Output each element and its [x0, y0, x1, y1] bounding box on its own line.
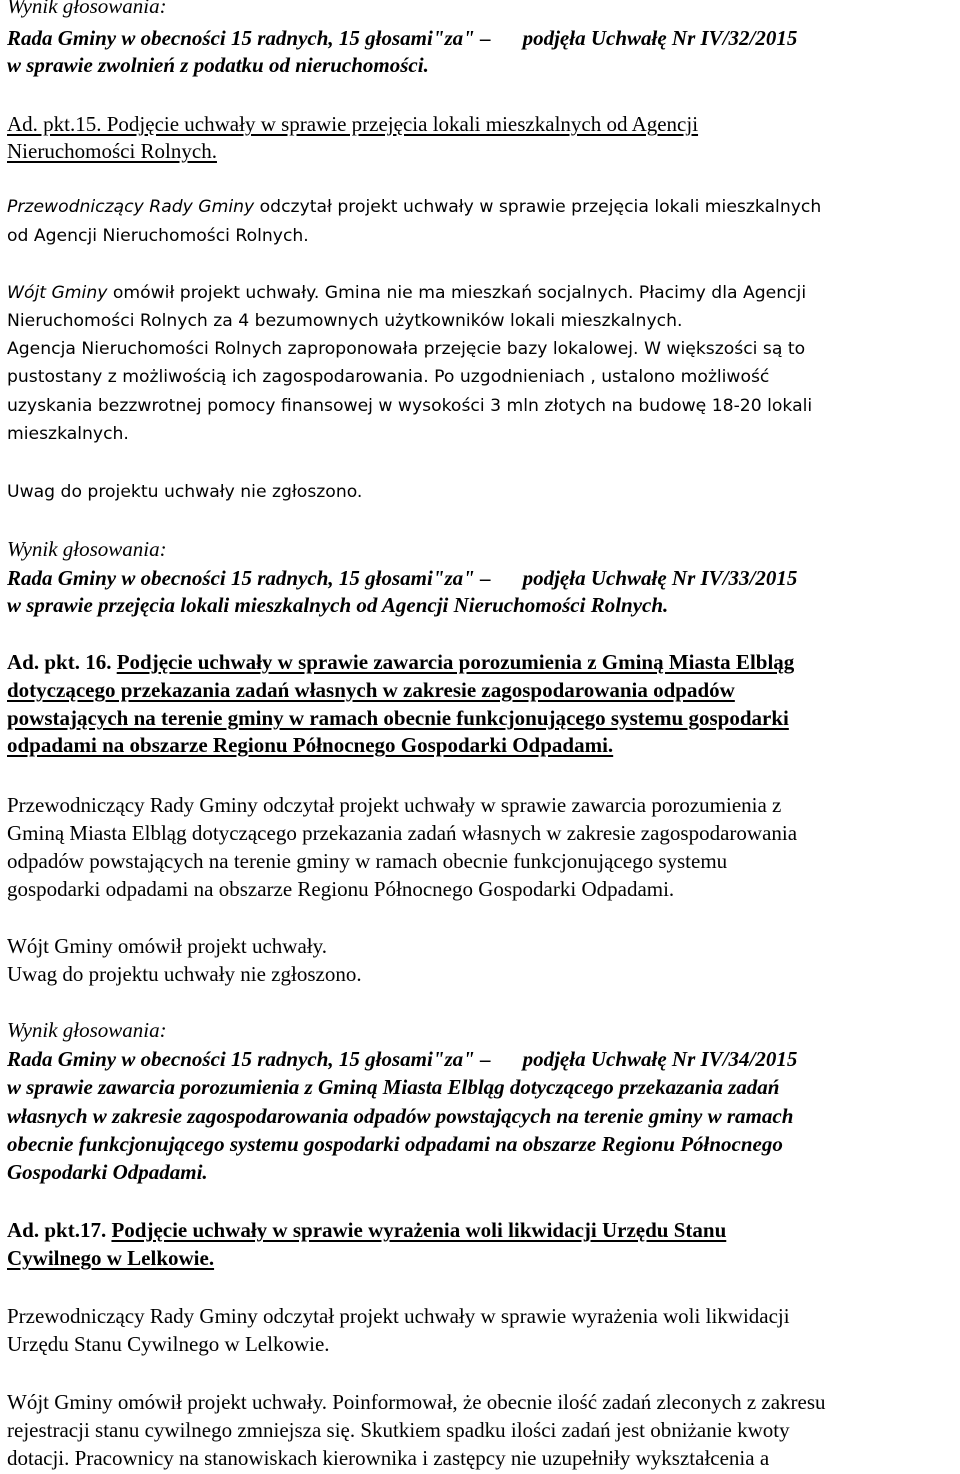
vote-statement	[7, 26, 797, 51]
chairman-text: odczytał projekt uchwały w sprawie zawarcia porozumienia z	[257, 793, 782, 817]
chairman-paragraph-line: odpadów powstających na terenie gminy w ramach obecnie funkcjonującego systemu	[7, 849, 728, 873]
mayor-paragraph-line: rejestracji stanu cywilnego zmniejsza się. Skutkiem spadku ilości zadań jest obniżanie kwoty	[7, 1418, 790, 1442]
mayor-role: Wójt Gminy	[7, 1390, 113, 1414]
agenda-item-16-heading-cont: powstających na terenie gminy w ramach obecnie funkcjonującego systemu gospodarki	[7, 706, 789, 730]
mayor-paragraph-line: uzyskania bezzwrotnej pomocy finansowej w wysokości 3 mln złotych na budowę 18-20 lokali	[7, 396, 813, 416]
agenda-item-17-heading-cont: Cywilnego w Lelkowie.	[7, 1246, 215, 1270]
mayor-paragraph	[7, 1390, 826, 1415]
chairman-paragraph	[7, 1304, 790, 1329]
agenda-item-16-heading	[7, 650, 794, 675]
chairman-role: Przewodniczący Rady Gminy	[7, 197, 255, 217]
agenda-item-title: Podjęcie uchwały w sprawie zawarcia porozumienia z Gminą Miasta Elbląg	[116, 650, 795, 674]
mayor-paragraph-line: pustostany z możliwością ich zagospodarowania. Po uzgodnieniach , ustalono możliwość	[7, 367, 770, 387]
no-remarks-note: Uwag do projektu uchwały nie zgłoszono.	[7, 962, 362, 986]
mayor-paragraph	[7, 283, 806, 303]
agenda-item-number: Ad. pkt.17.	[7, 1218, 112, 1242]
chairman-paragraph-line: gospodarki odpadami na obszarze Regionu Północnego Gospodarki Odpadami.	[7, 877, 675, 901]
vote-statement-part-a: Rada Gminy w obecności 15 radnych, 15 głosami"za" –	[7, 566, 491, 590]
mayor-paragraph-line: mieszkalnych.	[7, 424, 129, 444]
vote-statement	[7, 566, 797, 591]
mayor-text: omówił projekt uchwały. Gmina nie ma mieszkań socjalnych. Płacimy dla Agencji	[107, 283, 807, 303]
no-remarks-note: Uwag do projektu uchwały nie zgłoszono.	[7, 482, 363, 502]
vote-statement-part-b: podjęła Uchwałę Nr IV/34/2015	[522, 1047, 798, 1071]
mayor-paragraph-line: Nieruchomości Rolnych za 4 bezumownych użytkowników lokali mieszkalnych.	[7, 311, 683, 331]
chairman-text: odczytał projekt uchwały w sprawie przejęcia lokali mieszkalnych	[254, 197, 822, 217]
agenda-item-title: Podjęcie uchwały w sprawie wyrażenia woli likwidacji Urzędu Stanu	[111, 1218, 727, 1242]
mayor-paragraph	[7, 934, 327, 959]
vote-statement-part-a: Rada Gminy w obecności 15 radnych, 15 głosami"za" –	[7, 26, 491, 50]
mayor-text: omówił projekt uchwały.	[112, 934, 328, 958]
vote-subject: w sprawie zwolnień z podatku od nieruchomości.	[7, 53, 429, 77]
agenda-item-16-heading-cont: dotyczącego przekazania zadań własnych w zakresie zagospodarowania odpadów	[7, 678, 735, 702]
chairman-paragraph	[7, 197, 821, 217]
vote-result-label: Wynik głosowania:	[7, 0, 167, 18]
vote-subject: w sprawie zawarcia porozumienia z Gminą Miasta Elbląg dotyczącego przekazania zadań	[7, 1075, 780, 1099]
vote-subject-line: obecnie funkcjonującego systemu gospodarki odpadami na obszarze Regionu Północnego	[7, 1132, 783, 1156]
mayor-text: omówił projekt uchwały. Poinformował, że obecnie ilość zadań zleconych z zakresu	[112, 1390, 826, 1414]
vote-subject-line: własnych w zakresie zagospodarowania odpadów powstających na terenie gminy w ramach	[7, 1104, 794, 1128]
vote-subject: w sprawie przejęcia lokali mieszkalnych od Agencji Nieruchomości Rolnych.	[7, 593, 669, 617]
chairman-paragraph-line: Urzędu Stanu Cywilnego w Lelkowie.	[7, 1332, 330, 1356]
vote-statement-part-b: podjęła Uchwałę Nr IV/32/2015	[522, 26, 798, 50]
vote-result-label: Wynik głosowania:	[7, 537, 167, 561]
agenda-item-16-heading-cont: odpadami na obszarze Regionu Północnego Gospodarki Odpadami.	[7, 733, 614, 757]
chairman-paragraph-line: Gminą Miasta Elbląg dotyczącego przekazania zadań własnych w zakresie zagospodarowania	[7, 821, 798, 845]
chairman-paragraph	[7, 793, 781, 818]
vote-subject-line: Gospodarki Odpadami.	[7, 1160, 208, 1184]
mayor-role: Wójt Gminy	[7, 934, 113, 958]
vote-statement-part-a: Rada Gminy w obecności 15 radnych, 15 głosami"za" –	[7, 1047, 491, 1071]
vote-result-label: Wynik głosowania:	[7, 1018, 167, 1042]
mayor-paragraph-line: Agencja Nieruchomości Rolnych zaproponowała przejęcie bazy lokalowej. W większości są to	[7, 339, 806, 359]
chairman-role: Przewodniczący Rady Gminy	[7, 793, 258, 817]
mayor-role: Wójt Gminy	[7, 283, 108, 303]
chairman-paragraph-cont: od Agencji Nieruchomości Rolnych.	[7, 226, 309, 246]
agenda-item-15-heading: Ad. pkt.15. Podjęcie uchwały w sprawie przejęcia lokali mieszkalnych od Agencji	[7, 112, 699, 136]
chairman-role: Przewodniczący Rady Gminy	[7, 1304, 258, 1328]
vote-statement-part-b: podjęła Uchwałę Nr IV/33/2015	[522, 566, 798, 590]
chairman-text: odczytał projekt uchwały w sprawie wyrażenia woli likwidacji	[257, 1304, 790, 1328]
vote-statement	[7, 1047, 797, 1072]
agenda-item-17-heading	[7, 1218, 726, 1243]
agenda-item-15-heading-cont: Nieruchomości Rolnych.	[7, 139, 217, 163]
agenda-item-number: Ad. pkt. 16.	[7, 650, 117, 674]
mayor-paragraph-line: dotacji. Pracownicy na stanowiskach kierownika i zastępcy nie uzupełniły wykształcenia a	[7, 1446, 770, 1470]
